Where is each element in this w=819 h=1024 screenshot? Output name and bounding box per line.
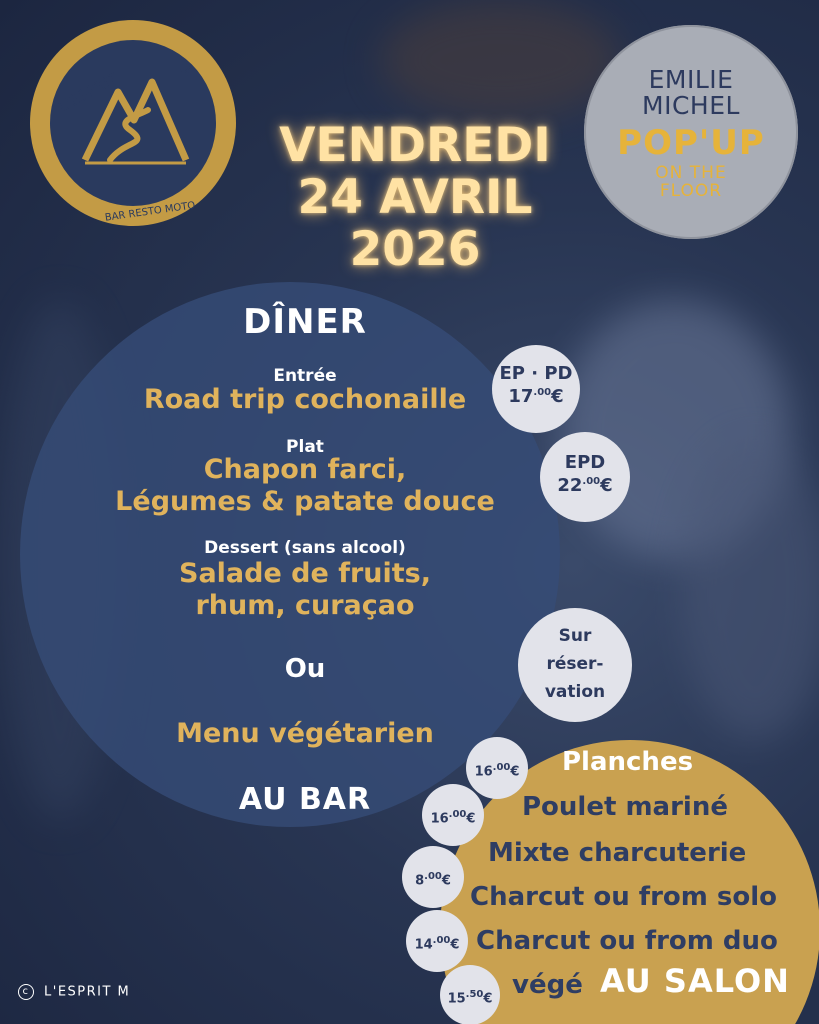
copyright-text: L'ESPRIT M [44,984,131,1000]
price-currency: € [551,386,564,407]
reservation-bubble [518,608,632,722]
logo-letter: M [176,59,195,81]
title-date: 24 AVRIL [297,170,533,225]
price-bubble-solo [402,846,464,908]
popup-firstname: EMILIE [648,65,734,94]
dessert-dish-2: rhum, curaçao [195,590,415,621]
menu-heading: DÎNER [243,302,367,342]
price-dec: .00 [582,476,601,487]
price-int: 22 [557,475,583,496]
reservation-line-1: Sur [558,626,592,646]
reservation-line-2: réser- [546,654,604,674]
price-bubble-ep-pd [492,345,580,433]
price-dec: .00 [424,871,442,882]
price-dec: .00 [448,809,467,820]
plat-dish-2: Légumes & patate douce [115,486,495,517]
planche-item-1: Poulet mariné [522,792,728,822]
copyright-icon: c [18,984,34,1000]
price-int: 16 [474,764,493,780]
title-day: VENDREDI [279,118,551,173]
price-dec: .00 [533,387,552,398]
popup-title: POP'UP [617,123,765,163]
price-label: EPD [564,452,606,473]
price-bubble-epd [540,432,630,522]
au-bar-label: AU BAR [238,782,372,817]
menu-or: Ou [284,654,326,684]
price-currency: € [450,937,460,953]
reservation-line-3: vation [544,682,606,702]
price-bubble-poulet [422,784,484,846]
logo-top-text: L'ESPRIT [55,69,121,116]
title-year: 2026 [349,222,481,277]
price-bubble-duo [406,910,468,972]
price-bubble-vege [440,965,500,1024]
price-int: 14 [414,937,433,953]
planche-item-4: Charcut ou from duo [476,926,778,956]
logo-mountain-icon [30,20,236,226]
plat-dish-1: Chapon farci, [203,454,407,485]
planche-item-5: végé [512,970,583,1000]
price-int: 8 [415,873,425,889]
entree-label: Entrée [273,366,337,386]
price-currency: € [510,764,520,780]
planche-item-3: Charcut ou from solo [470,882,778,912]
logo [30,20,236,226]
price-dec: .50 [465,989,484,1000]
background-figure [680,440,819,740]
price-label: EP · PD [499,363,573,384]
popup-subtitle-2: FLOOR [659,181,723,201]
copyright-footer [18,984,130,1000]
price-currency: € [466,811,476,827]
price-int: 16 [430,811,449,827]
price-int: 15 [447,991,466,1007]
price-bubble-planches [466,737,528,799]
logo-bottom-text: BAR RESTO MOTO [104,200,196,224]
price-currency: € [600,475,613,496]
price-dec: .00 [492,762,511,773]
planches-heading: Planches [562,747,694,777]
popup-badge [584,25,798,239]
popup-subtitle-1: ON THE [655,163,727,183]
price-dec: .00 [432,935,451,946]
price-currency: € [483,991,493,1007]
vegetarian-menu: Menu végétarien [176,718,434,749]
au-salon-label: AU SALON [600,962,790,1000]
dessert-label: Dessert (sans alcool) [204,538,406,558]
popup-lastname: MICHEL [642,91,740,120]
price-currency: € [441,873,451,889]
entree-dish: Road trip cochonaille [143,384,467,415]
price-int: 17 [508,386,534,407]
planche-item-2: Mixte charcuterie [488,838,747,868]
plat-label: Plat [286,437,324,457]
dessert-dish-1: Salade de fruits, [179,558,431,589]
